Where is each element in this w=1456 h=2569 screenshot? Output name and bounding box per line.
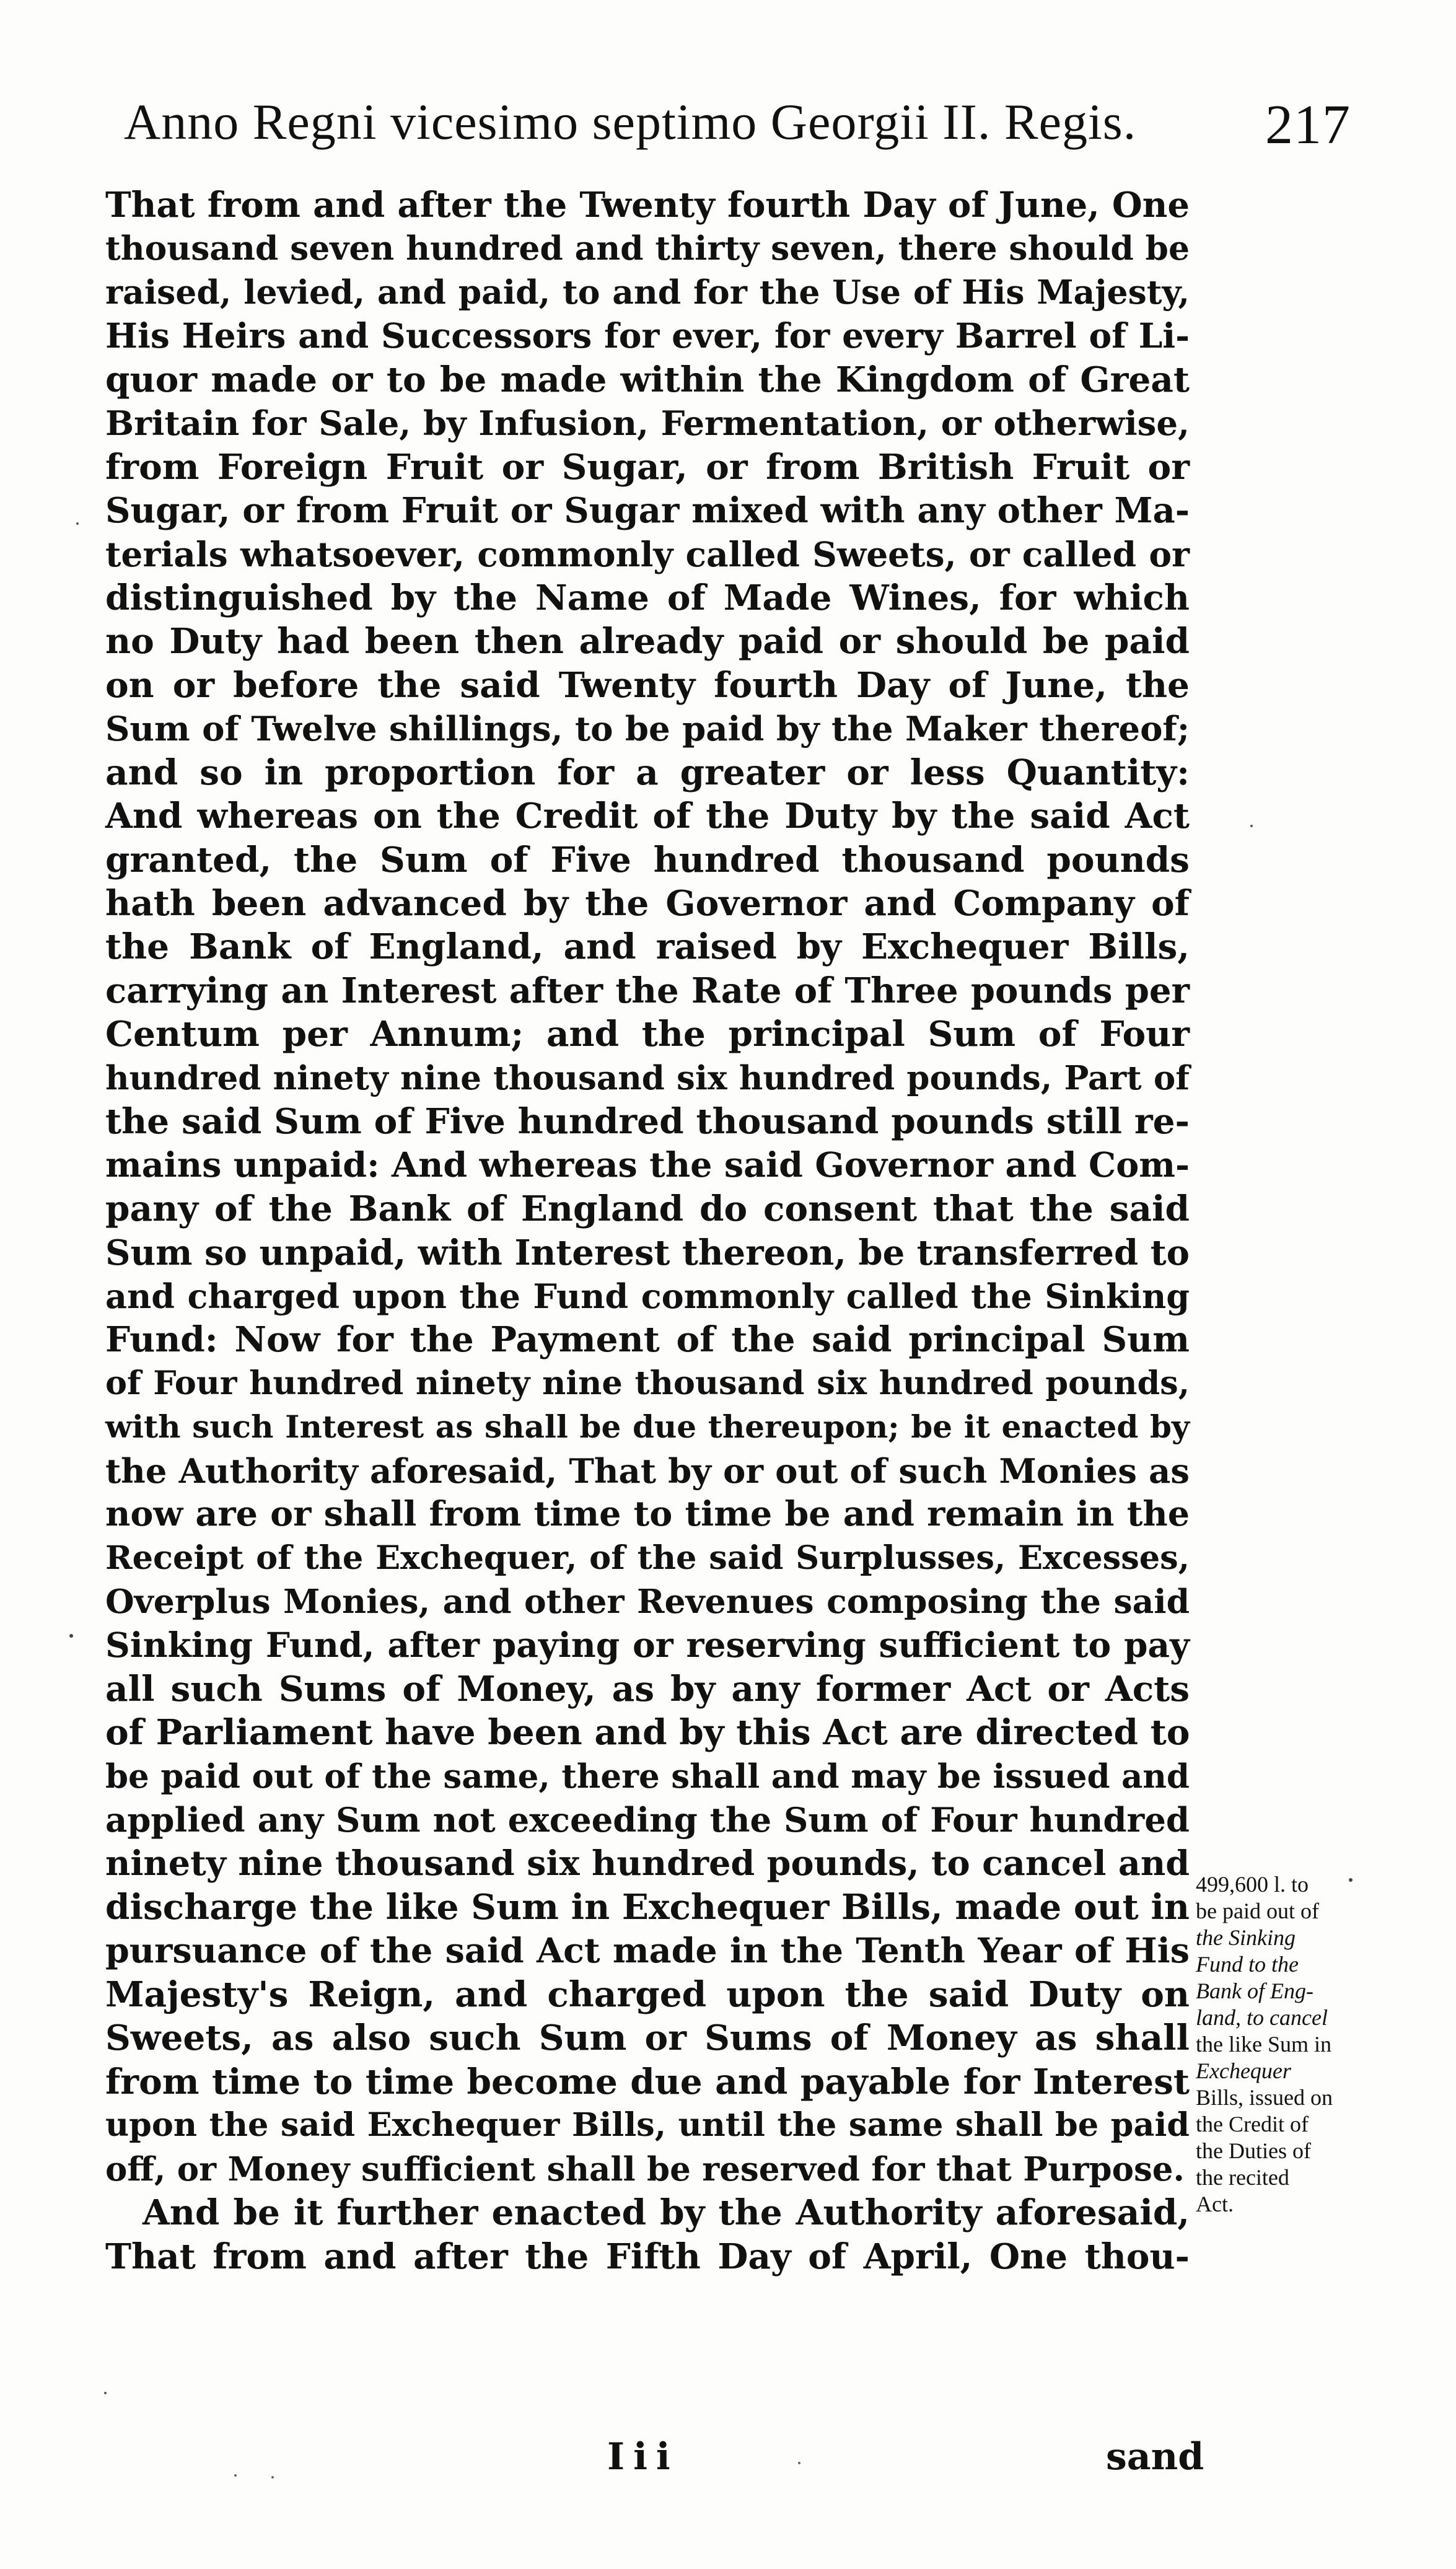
text-line: Sugar, or from Fruit or Sugar mixed with any other Ma-	[105, 490, 1190, 532]
margin-note-line: the Duties of	[1196, 2138, 1311, 2163]
text-line: be paid out of the same, there shall and may be issued and	[105, 1757, 1190, 1796]
text-line: on or before the said Twenty fourth Day of June, the	[105, 664, 1190, 706]
text-line: terials whatsoever, commonly called Sweets, or called or	[105, 534, 1190, 574]
text-line: Sum so unpaid, with Interest thereon, be transferred to	[105, 1232, 1190, 1273]
text-line: all such Sums of Money, as by any former Act or Acts	[105, 1668, 1190, 1710]
page-footer	[0, 2435, 1456, 2491]
margin-note	[1196, 1871, 1382, 2218]
text-line: distinguished by the Name of Made Wines, for which	[105, 577, 1190, 618]
text-line: the Bank of England, and raised by Exchequer Bills,	[105, 926, 1190, 968]
margin-note-line: Bills, issued on	[1196, 2085, 1333, 2110]
margin-note-line: be paid out of	[1196, 1899, 1319, 1923]
text-line: applied any Sum not exceeding the Sum of Four hundred	[105, 1800, 1190, 1840]
margin-note-line: the Sinking	[1196, 1925, 1296, 1950]
page-number: 217	[1265, 94, 1351, 156]
signature-mark: Iii	[607, 2435, 679, 2479]
text-line: hundred ninety nine thousand six hundred pounds, Part of	[105, 1058, 1190, 1097]
text-line: the said Sum of Five hundred thousand pounds still re-	[105, 1101, 1190, 1143]
text-line: Majesty's Reign, and charged upon the said Duty on	[105, 1974, 1190, 2015]
text-line: mains unpaid: And whereas the said Governor and Com-	[105, 1144, 1190, 1185]
page-header	[124, 93, 1351, 167]
text-line: That from and after the Fifth Day of April, One thou-	[105, 2236, 1190, 2277]
text-line: from time to time become due and payable for Interest	[105, 2061, 1190, 2102]
text-line: Overplus Monies, and other Revenues composing the said	[105, 1582, 1190, 1621]
text-line: and so in proportion for a greater or less Quantity:	[105, 752, 1190, 793]
margin-note-line: land, to cancel	[1196, 2005, 1328, 2030]
text-line: His Heirs and Successors for ever, for every Barrel of Li-	[105, 315, 1190, 356]
text-line: with such Interest as shall be due thereupon; be it enacted by	[105, 1408, 1190, 1446]
text-line: hath been advanced by the Governor and Company of	[105, 883, 1190, 924]
margin-note-line: the Credit of	[1196, 2112, 1309, 2136]
margin-note-line: 499,600 l. to	[1196, 1872, 1309, 1897]
text-line: now are or shall from time to time be and remain in the	[105, 1494, 1190, 1535]
margin-note-line: Act.	[1196, 2192, 1234, 2216]
margin-note-line: Fund to the	[1196, 1952, 1299, 1977]
text-line: And be it further enacted by the Authority aforesaid,	[143, 2192, 1190, 2234]
text-line: the Authority aforesaid, That by or out of such Monies as	[105, 1451, 1190, 1491]
margin-note-line: the like Sum in	[1196, 2032, 1331, 2057]
text-line: pursuance of the said Act made in the Tenth Year of His	[105, 1930, 1190, 1971]
text-line: Centum per Annum; and the principal Sum of Four	[105, 1014, 1190, 1055]
text-line: pany of the Bank of England do consent that the said	[105, 1188, 1190, 1230]
text-line: of Parliament have been and by this Act are directed to	[105, 1712, 1190, 1754]
margin-note-line: the recited	[1196, 2165, 1289, 2190]
text-line: Fund: Now for the Payment of the said principal Sum	[105, 1319, 1190, 1361]
running-head: Anno Regni vicesimo septimo Georgii II. Regis.	[124, 94, 1137, 150]
text-line: off, or Money sufficient shall be reserved for that Purpose.	[105, 2150, 1185, 2189]
text-line: carrying an Interest after the Rate of Three pounds per	[105, 970, 1190, 1011]
text-line: Receipt of the Exchequer, of the said Surplusses, Excesses,	[105, 1539, 1190, 1577]
text-line: from Foreign Fruit or Sugar, or from British Fruit or	[105, 446, 1190, 488]
text-line: thousand seven hundred and thirty seven, there should be	[105, 229, 1190, 268]
text-line: Sinking Fund, after paying or reserving sufficient to pay	[105, 1625, 1190, 1666]
text-line: ninety nine thousand six hundred pounds, to cancel and	[105, 1843, 1190, 1884]
text-line: Sweets, as also such Sum or Sums of Money as shall	[105, 2018, 1190, 2059]
catchword: sand	[1106, 2435, 1204, 2479]
text-line: upon the said Exchequer Bills, until the same shall be paid	[105, 2106, 1190, 2145]
text-line: granted, the Sum of Five hundred thousand pounds	[105, 839, 1190, 880]
text-line: of Four hundred ninety nine thousand six hundred pounds,	[105, 1364, 1190, 1402]
text-line: And whereas on the Credit of the Duty by the said Act	[105, 796, 1190, 837]
statute-text	[105, 183, 1190, 2278]
text-line: Britain for Sale, by Infusion, Fermentation, or otherwise,	[105, 403, 1190, 444]
text-line: no Duty had been then already paid or should be paid	[105, 621, 1190, 662]
margin-note-line: Exchequer	[1196, 2058, 1291, 2083]
text-line: quor made or to be made within the Kingdom of Great	[105, 359, 1190, 400]
text-line: That from and after the Twenty fourth Day of June, One	[105, 185, 1190, 226]
text-line: and charged upon the Fund commonly called the Sinking	[105, 1276, 1190, 1316]
text-line: Sum of Twelve shillings, to be paid by the Maker thereof;	[105, 709, 1190, 749]
text-line: discharge the like Sum in Exchequer Bills, made out in	[105, 1887, 1190, 1928]
text-line: raised, levied, and paid, to and for the Use of His Majesty,	[105, 272, 1190, 312]
margin-note-line: Bank of Eng-	[1196, 1978, 1313, 2003]
